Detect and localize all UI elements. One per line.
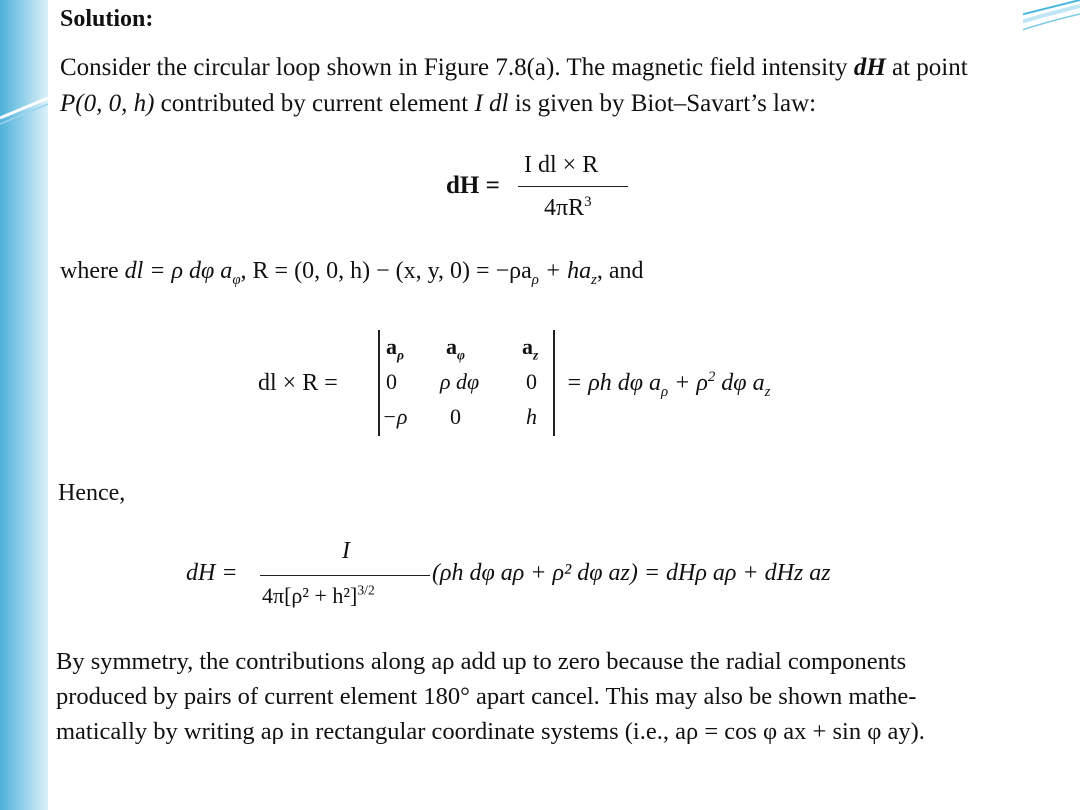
conclusion-line-3: matically by writing aρ in rectangular coordinate systems (i.e., aρ = cos φ ax + sin φ ay).: [56, 718, 925, 745]
slide-decoration-left: [0, 0, 48, 810]
det-cell-r1c1: $a_\rho$: [386, 334, 405, 363]
det-cell-r1c2: $a_\varphi$: [446, 334, 465, 363]
eq3-numerator: I: [342, 538, 350, 564]
det-right-bar: [553, 330, 555, 436]
where-line: where dl = ρ dφ $a_\varphi$, R = (0, 0, h) − (x, y, $0) = -\rho a_\rho + ha_z$, and: [60, 258, 644, 288]
det-cell-r1c3: $a_z$: [522, 334, 539, 363]
eq3-rhs: (ρh dφ aρ + ρ² dφ az) = dHρ aρ + dHz az: [432, 560, 831, 586]
det-lhs: dl × R =: [258, 370, 338, 396]
det-cell-r3c2: 0: [450, 404, 461, 429]
det-cell-r3c1: −ρ: [382, 404, 408, 429]
det-rhs: = ρh dφ $a_\rho + \rho^2$ dφ $a_z$: [566, 369, 771, 400]
det-cell-r2c2: ρ dφ: [440, 369, 480, 394]
eq1-lhs: dH =: [446, 172, 500, 199]
hence-label: Hence,: [58, 480, 126, 506]
eq1-denominator: $4\pi R^3$: [544, 194, 592, 221]
det-cell-r2c1: 0: [386, 369, 397, 394]
conclusion-line-1: By symmetry, the contributions along aρ add up to zero because the radial components: [56, 648, 907, 675]
eq3-fraction-bar: [260, 575, 430, 576]
eq1-numerator: I dl × R: [524, 152, 599, 178]
eq1-fraction-bar: [518, 186, 628, 187]
intro-line-1: Consider the circular loop shown in Figure 7.8(a). The magnetic field intensity dH at point: [60, 54, 968, 81]
conclusion-line-2: produced by pairs of current element 180° apart cancel. This may also be shown mathe-: [56, 683, 917, 710]
solution-heading: Solution:: [60, 6, 154, 32]
intro-line-2: P(0, 0, h) contributed by current element I dl is given by Biot–Savart’s law:: [60, 90, 817, 117]
det-cell-r3c3: h: [526, 404, 537, 429]
det-cell-r2c3: 0: [526, 369, 537, 394]
eq3-denominator: $4\pi[\rho^2 + h^2]^{3/2}$: [262, 582, 375, 608]
det-left-bar: [378, 330, 380, 436]
eq3-lhs: dH =: [186, 560, 238, 586]
document-page: [48, 0, 1023, 810]
